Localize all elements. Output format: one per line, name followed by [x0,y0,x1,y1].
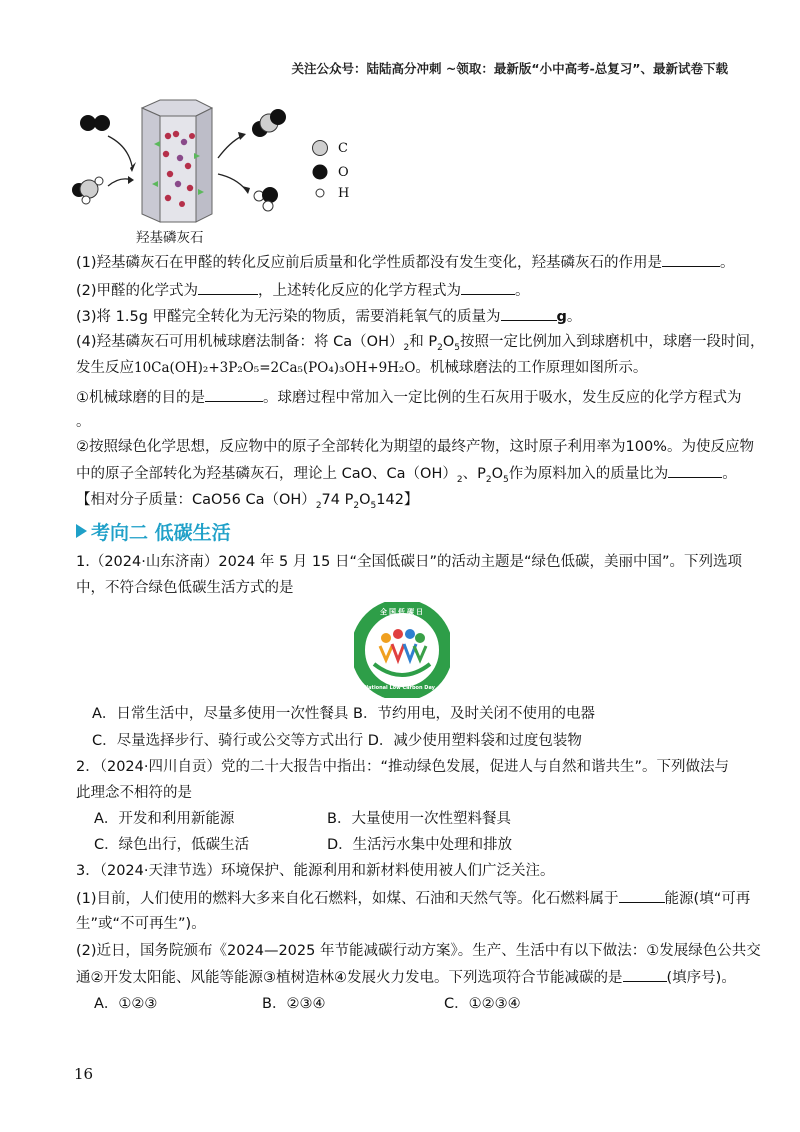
section-title [76,518,231,545]
q4-text-c: O [442,334,455,350]
legend-carbon-icon [313,141,328,156]
q4-1-text-c: 。 [76,414,91,430]
q4-2-text-c: 、P [462,466,486,482]
q4-1-text-a: ①机械球磨的目的是 [76,390,205,406]
mass-note-sub-2b: 2 [353,500,360,511]
q4-2-text-d: O [491,466,503,482]
mass-note [76,490,418,516]
q4-sub-2b: 2 [437,342,443,353]
legend-hydrogen-icon [316,189,324,197]
question-2-option-c: C．绿色出行，低碳生活 [94,837,250,853]
q4-equation: 10Ca(OH)₂+3P₂O₅=2Ca₅(PO₄)₃OH+9H₂O [134,360,416,376]
q4-2-text-a: ②按照绿色化学思想，反应物中的原子全部转化为期望的最终产物，这时原子利用率为100%。为使反应物 [76,439,754,455]
q4-equation-pre: 发生反应 [76,360,134,376]
question-2-stem-b: 此理念不相符的是 [76,785,192,801]
question-3-part2-a: (2)近日，国务院颁布《2024—2025 年节能减碳行动方案》。生产、生活中有以下做法：①发展绿色公共交 [76,943,761,959]
q4-line [76,332,764,358]
q1-end: 。 [720,255,735,271]
mass-note-sub-2: 2 [315,500,322,511]
q4-1-text-b: 。球磨过程中常加入一定比例的生石灰用于吸水，发生反应的化学方程式为 [263,390,742,406]
question-1-stem-a: 1.（2024·山东济南）2024 年 5 月 15 日“全国低碳日”的活动主题是“绿色低碳，美丽中国”。下列选项 [76,554,743,570]
q4-2-answer-blank[interactable] [668,463,722,478]
reaction-diagram-svg [70,96,370,246]
q4-2-text-b: 中的原子全部转化为羟基磷灰石，理论上 CaO、Ca（OH） [76,466,457,482]
oxygen-molecule-icon [80,115,110,131]
q4-2-text-e: 作为原料加入的质量比为 [508,466,669,482]
logo-top-text: 全国低碳日 [380,608,425,616]
mass-note-sub-5: 5 [370,500,377,511]
question-3-p1-text-b: 能源(填“可再 [664,891,751,907]
q2-end: 。 [515,283,530,299]
question-3-part2-b [76,967,736,988]
q4-sub-5: 5 [454,342,460,353]
hydroxyapatite-crystal-icon [142,100,212,222]
question-3-option-a: A．①②③ [94,996,158,1012]
q4-text-d: 按照一定比例加入到球磨机中，球磨一段时间， [459,334,765,350]
q4-1-answer-blank[interactable] [205,387,263,402]
mass-note-a: 【相对分子质量：CaO56 Ca（OH） [76,492,316,508]
q4-1-end-line [76,412,91,432]
water-molecule-icon [254,187,278,211]
q4-sub-2: 2 [403,342,410,353]
q1-line [76,252,735,273]
formaldehyde-molecule-icon [72,177,103,204]
section-arrow-icon [76,524,87,538]
legend-label-h: H [338,186,350,201]
mass-note-d: 142】 [376,492,419,508]
q3-end: 。 [566,309,582,325]
page-header: 关注公众号：陆陆高分冲刺 ~领取：最新版“小中高考-总复习”、最新试卷下载 [291,61,728,76]
question-3-part1-a [76,888,750,909]
q1-answer-blank[interactable] [662,252,720,267]
q3-unit: g [556,309,567,325]
low-carbon-day-logo [354,602,450,698]
q4-2-sub-2: 2 [456,474,463,485]
carbon-dioxide-molecule-icon [252,109,286,137]
mass-note-b: 74 P [321,492,354,508]
question-2-stem-a: 2．（2024·四川自贡）党的二十大报告中指出：“推动绿色发展，促进人与自然和谐共生”。下列做法与 [76,759,730,775]
question-3-p1-blank[interactable] [619,888,665,903]
q2-text-a: (2)甲醛的化学式为 [76,283,199,299]
question-3-p2-blank[interactable] [623,967,667,982]
question-3-option-b: B．②③④ [262,996,326,1012]
page-number: 16 [74,1065,94,1083]
q4-equation-line [76,358,647,378]
q2-line [76,280,530,301]
question-1-options-row1: A．日常生活中，尽量多使用一次性餐具 B．节约用电，及时关闭不使用的电器 [92,706,595,722]
reaction-diagram [70,96,370,246]
q4-2-line-a [76,437,754,457]
q3-line [76,306,581,327]
question-3-part1-b: 生”或“不可再生”)。 [76,916,206,932]
q4-2-line-b [76,463,737,490]
section-title-text: 考向二 低碳生活 [91,522,231,544]
q4-equation-post: 。机械球磨法的工作原理如图所示。 [415,360,648,376]
q4-text-b: 和 P [409,334,438,350]
question-2-option-a: A．开发和利用新能源 [94,811,235,827]
q4-1-line [76,387,742,408]
question-3-p2-text: 通②开发太阳能、风能等能源③植树造林④发展火力发电。下列选项符合节能减碳的是 [76,970,623,986]
question-3-option-c: C．①②③④ [444,996,521,1012]
question-3-p1-text: (1)目前，人们使用的燃料大多来自化石燃料，如煤、石油和天然气等。化石燃料属于 [76,891,619,907]
logo-bottom-text: National Low Carbon Day [364,685,435,691]
figure-caption: 羟基磷灰石 [136,230,204,246]
mass-note-c: O [359,492,371,508]
q3-answer-blank[interactable] [501,306,557,321]
q3-text: (3)将 1.5g 甲醛完全转化为无污染的物质，需要消耗氧气的质量为 [76,309,501,325]
question-2-option-d: D．生活污水集中处理和排放 [327,837,513,853]
q4-2-sub-2b: 2 [485,474,492,485]
q2-equation-blank[interactable] [461,280,515,295]
q1-text: (1)羟基磷灰石在甲醛的转化反应前后质量和化学性质都没有发生变化，羟基磷灰石的作用是 [76,255,663,271]
q2-text-b: ，上述转化反应的化学方程式为 [258,283,462,299]
q4-2-text-f: 。 [722,466,737,482]
question-3-stem: 3．（2024·天津节选）环境保护、能源利用和新材料使用被人们广泛关注。 [76,863,555,879]
question-1-options-row2: C．尽量选择步行、骑行或公交等方式出行 D．减少使用塑料袋和过度包装物 [92,733,582,749]
legend-label-o: O [338,165,349,180]
q2-formula-blank[interactable] [198,280,258,295]
q4-text-a: (4)羟基磷灰石可用机械球磨法制备：将 Ca（OH） [76,334,404,350]
question-3-p2-text-c: (填序号)。 [666,970,736,986]
q4-2-sub-5: 5 [503,474,509,485]
legend-label-c: C [338,141,348,156]
question-1-stem-b: 中，不符合绿色低碳生活方式的是 [76,580,294,596]
legend-oxygen-icon [313,165,328,180]
question-2-option-b: B．大量使用一次性塑料餐具 [327,811,511,827]
